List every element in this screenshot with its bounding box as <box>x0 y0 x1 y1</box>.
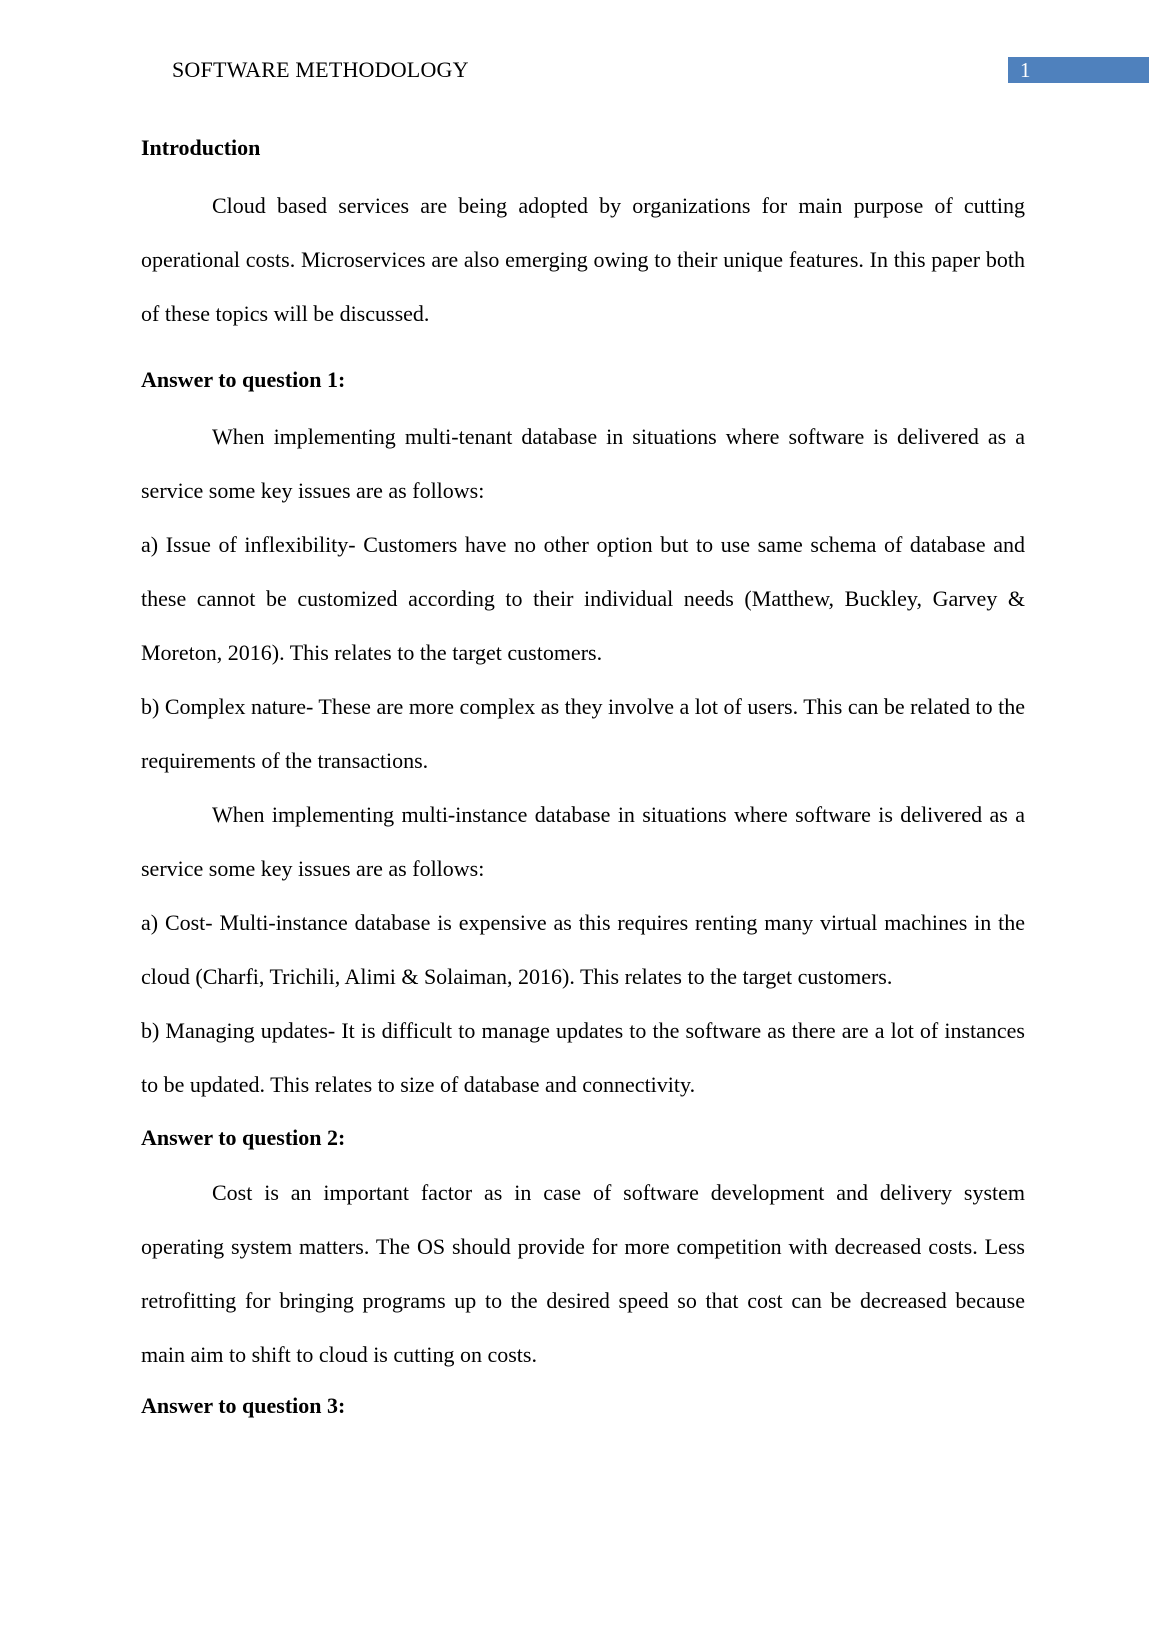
question1-instance-issue-b: b) Managing updates- It is difficult to manage updates to the software as there are a lot of instances to be updated. This relates to size of database and connectivity. <box>141 1018 1025 1097</box>
question2-heading: Answer to question 2: <box>141 1125 346 1150</box>
question1-tenant-issue-b: b) Complex nature- These are more complex as they involve a lot of users. This can be related to the requirements of the transactions. <box>141 694 1025 773</box>
question1-instance-issue-a: a) Cost- Multi-instance database is expensive as this requires renting many virtual machines in the cloud (Charfi, Trichili, Alimi & Solaiman, 2016). This relates to the target customers. <box>141 910 1025 989</box>
question1-tenant-intro: When implementing multi-tenant database in situations where software is delivered as a service some key issues are as follows: <box>141 424 1025 503</box>
page-number: 1 <box>1020 58 1031 82</box>
introduction-heading: Introduction <box>141 135 261 160</box>
question1-tenant-issue-a: a) Issue of inflexibility- Customers have no other option but to use same schema of database and these cannot be customized according to their individual needs (Matthew, Buckley, Garvey & Moreton, 2016). This relates to the target customers. <box>141 532 1025 665</box>
question1-heading: Answer to question 1: <box>141 367 346 392</box>
question1-instance-intro: When implementing multi-instance database in situations where software is delivered as a service some key issues are as follows: <box>141 802 1025 881</box>
introduction-paragraph: Cloud based services are being adopted by organizations for main purpose of cutting operational costs. Microservices are also emerging owing to their unique features. In this paper both of these topics will be discussed. <box>141 193 1025 326</box>
question2-paragraph: Cost is an important factor as in case of software development and delivery system operating system matters. The OS should provide for more competition with decreased costs. Less retrofitting for bringing programs up to the desired speed so that cost can be decreased because main aim to shift to cloud is cutting on costs. <box>141 1180 1025 1367</box>
question3-heading: Answer to question 3: <box>141 1393 346 1418</box>
running-head: SOFTWARE METHODOLOGY <box>172 57 469 82</box>
page-number-box <box>1008 57 1149 83</box>
